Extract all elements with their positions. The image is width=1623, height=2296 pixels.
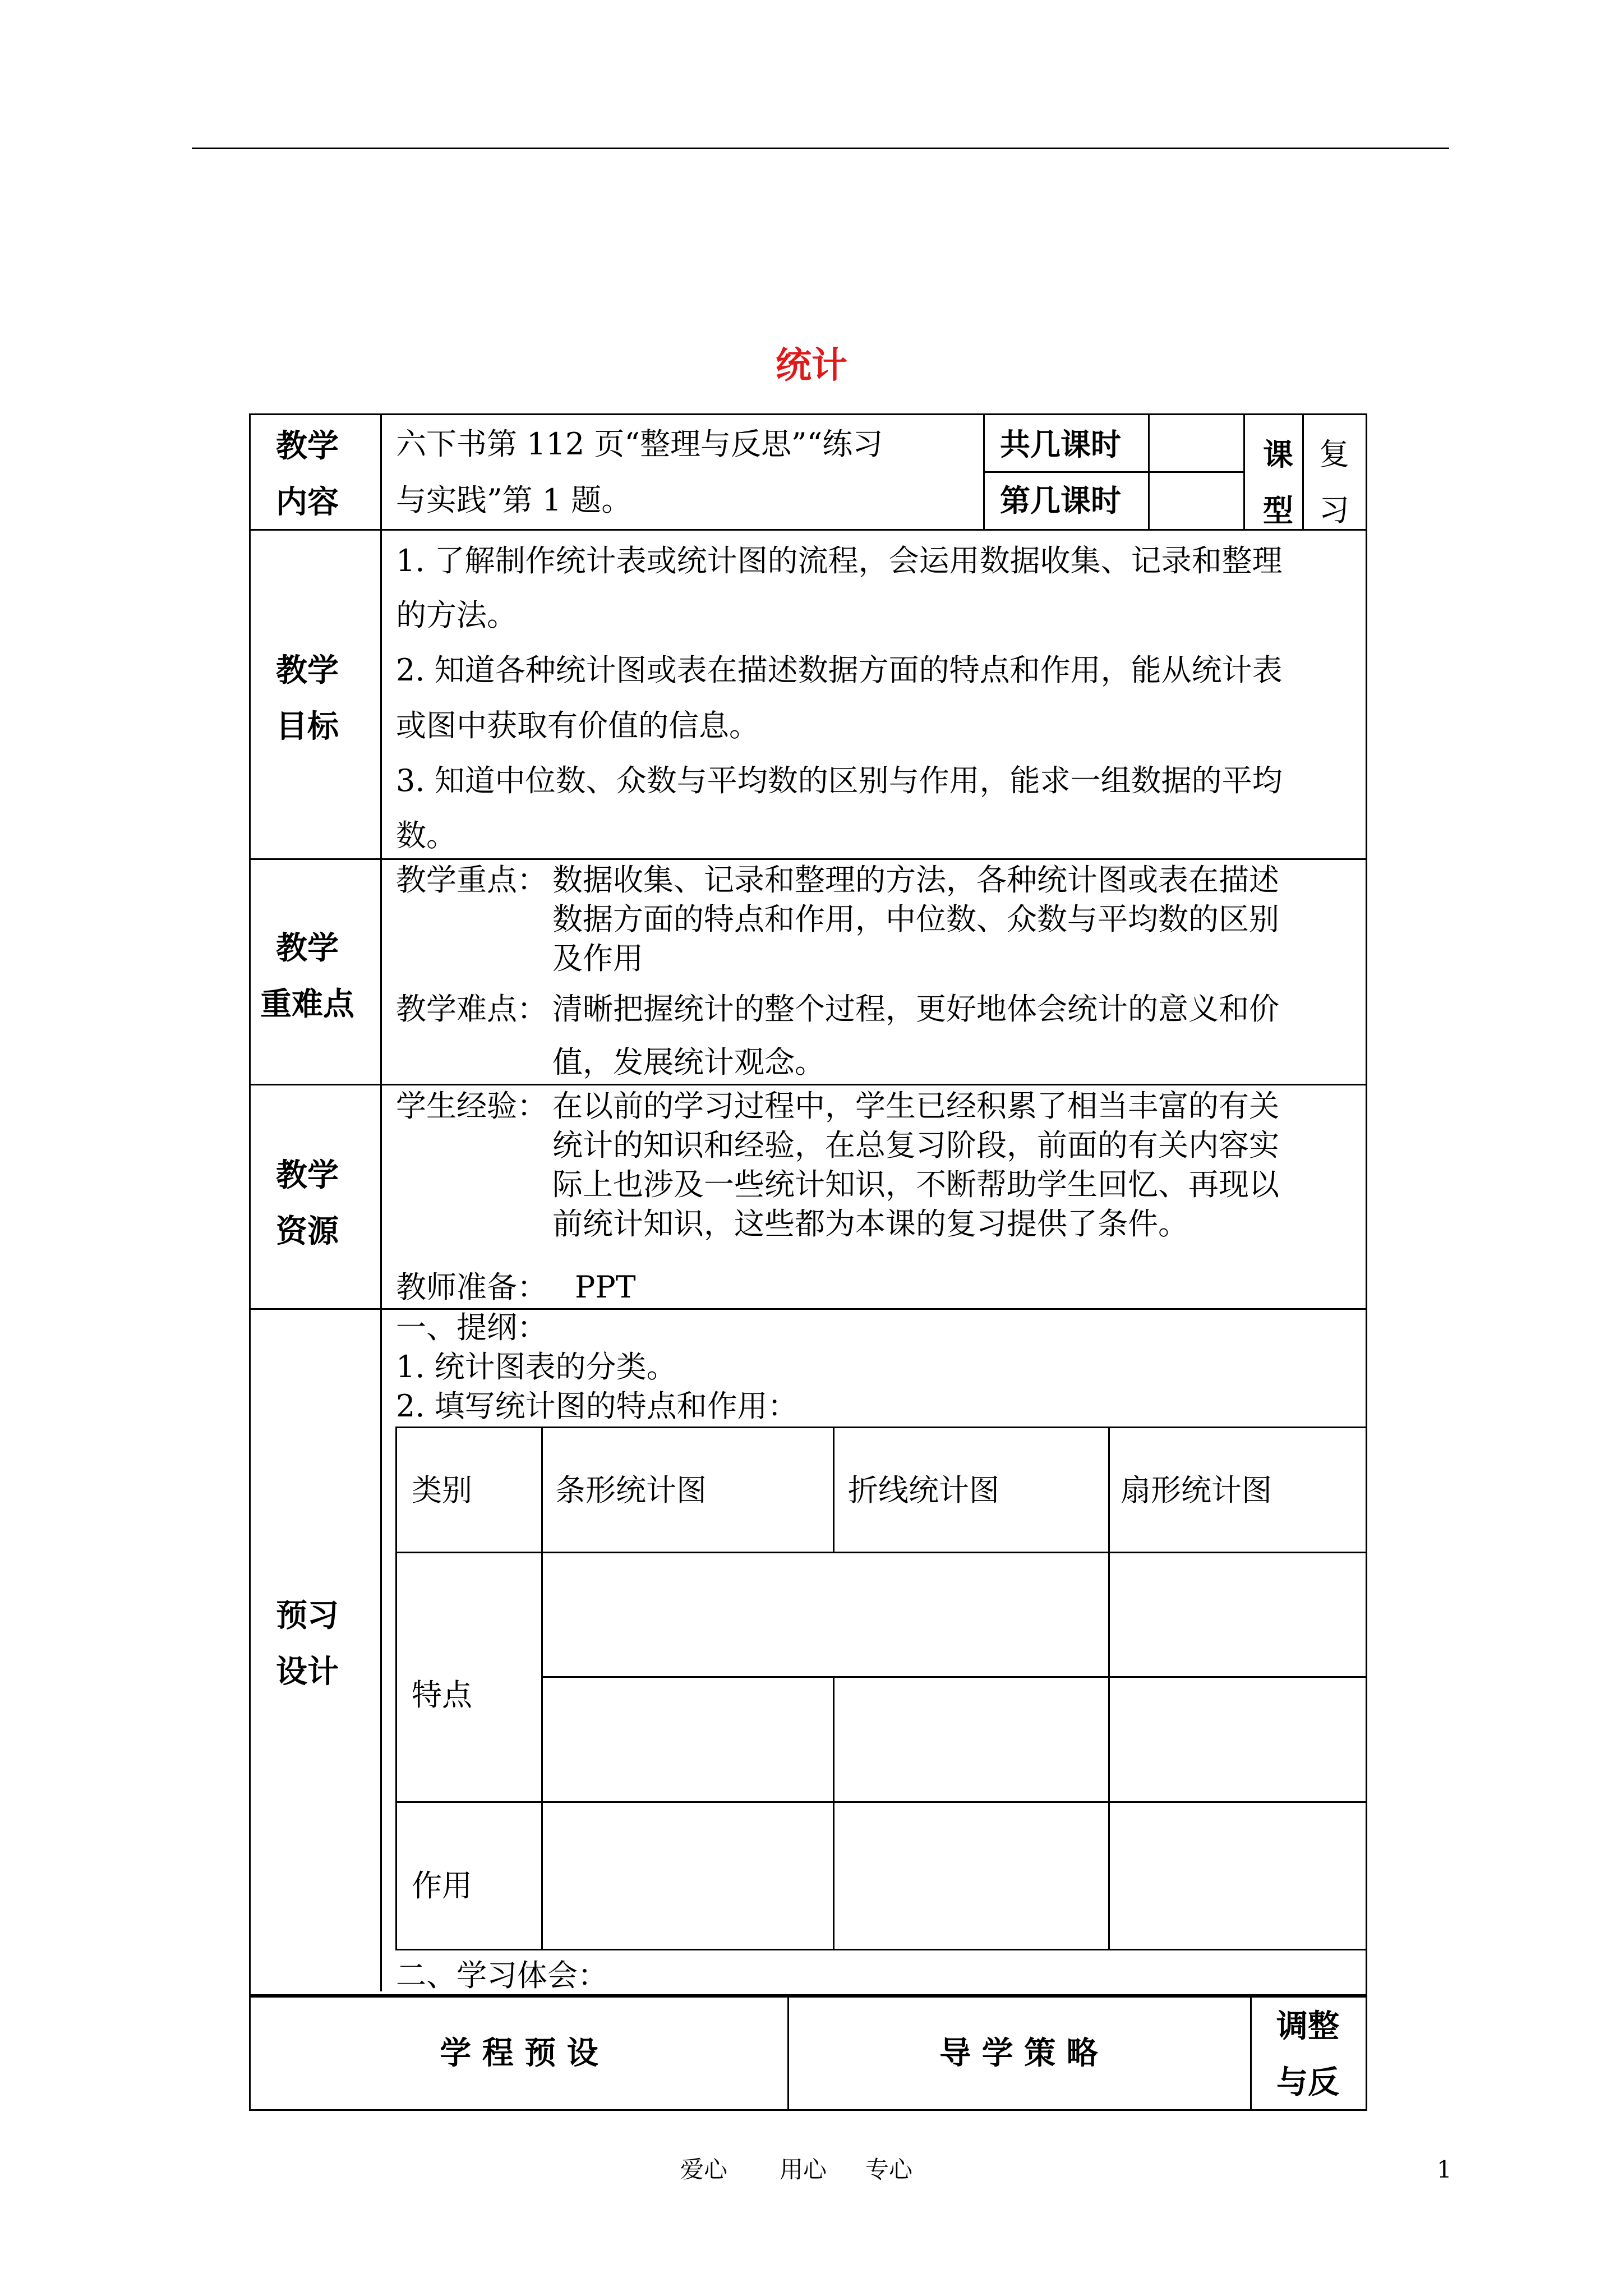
label-preview-design: 预习 设计 [276,1597,339,1690]
focus-line-3: 及作用 [552,941,643,976]
label-teaching-goals: 教学 目标 [276,652,339,745]
outline-heading: 一、提纲： [396,1310,547,1345]
label-key-difficult-points: 教学 重难点 [260,930,354,1023]
header-line-chart: 折线统计图 [848,1473,999,1508]
row-label-features: 特点 [412,1677,472,1713]
goal-line-4: 或图中获取有价值的信息。 [396,708,759,743]
difficulty-label: 教学难点： [396,991,547,1027]
header-pie-chart: 扇形统计图 [1121,1473,1272,1508]
footer-item-3: 专心 [865,2156,913,2183]
col-guidance-strategy: 导 学 策 略 [939,2035,1098,2072]
focus-line-1: 数据收集、记录和整理的方法，各种统计图或表在描述 [552,862,1279,898]
outline-item-2: 2. 填写统计图的特点和作用： [396,1388,798,1424]
header-rule [192,148,1449,149]
content-text-line-2: 与实践”第 1 题。 [396,482,632,518]
page-title: 统计 [776,344,847,386]
header-bar-chart: 条形统计图 [555,1473,707,1508]
footer-item-2: 用心 [780,2156,827,2183]
focus-line-2: 数据方面的特点和作用，中位数、众数与平均数的区别 [552,901,1279,937]
learning-reflection: 二、学习体会： [396,1958,608,1993]
header-category: 类别 [412,1473,472,1508]
student-line-2: 统计的知识和经验，在总复习阶段，前面的有关内容实 [552,1128,1279,1163]
student-line-1: 在以前的学习过程中，学生已经积累了相当丰富的有关 [552,1088,1279,1124]
col-adjust-reflect: 调整 与反 [1276,2008,1339,2101]
difficulty-line-1: 清晰把握统计的整个过程，更好地体会统计的意义和价 [552,991,1279,1027]
row-label-uses: 作用 [412,1868,472,1903]
goal-line-3: 2. 知道各种统计图或表在描述数据方面的特点和作用，能从统计表 [396,652,1283,688]
col-learning-process: 学 程 预 设 [440,2035,598,2072]
label-teaching-content: 教学 内容 [276,427,339,521]
goal-line-2: 的方法。 [396,597,517,633]
teacher-prep-label: 教师准备： [396,1269,547,1305]
teacher-prep-value: PPT [575,1269,636,1305]
student-line-4: 前统计知识，这些都为本课的复习提供了条件。 [552,1206,1188,1241]
label-teaching-resources: 教学 资源 [276,1157,339,1250]
content-text-line-1: 六下书第 112 页“整理与反思”“练习 [396,426,883,462]
page-number: 1 [1437,2156,1452,2183]
focus-label: 教学重点： [396,862,547,898]
goal-line-6: 数。 [396,818,457,853]
total-hours-label: 共几课时 [1000,426,1121,462]
student-line-3: 际上也涉及一些统计知识，不断帮助学生回忆、再现以 [552,1167,1279,1202]
goal-line-5: 3. 知道中位数、众数与平均数的区别与作用，能求一组数据的平均 [396,763,1283,798]
outline-item-1: 1. 统计图表的分类。 [396,1349,677,1384]
lesson-number-label: 第几课时 [1000,482,1121,518]
student-experience-label: 学生经验： [396,1088,547,1124]
difficulty-line-2: 值，发展统计观念。 [552,1045,825,1080]
lesson-type-label: 课 型 [1263,436,1293,528]
goal-line-1: 1. 了解制作统计表或统计图的流程，会运用数据收集、记录和整理 [396,543,1283,578]
lesson-type-value: 复 习 [1319,436,1349,528]
footer-item-1: 爱心 [680,2156,728,2183]
